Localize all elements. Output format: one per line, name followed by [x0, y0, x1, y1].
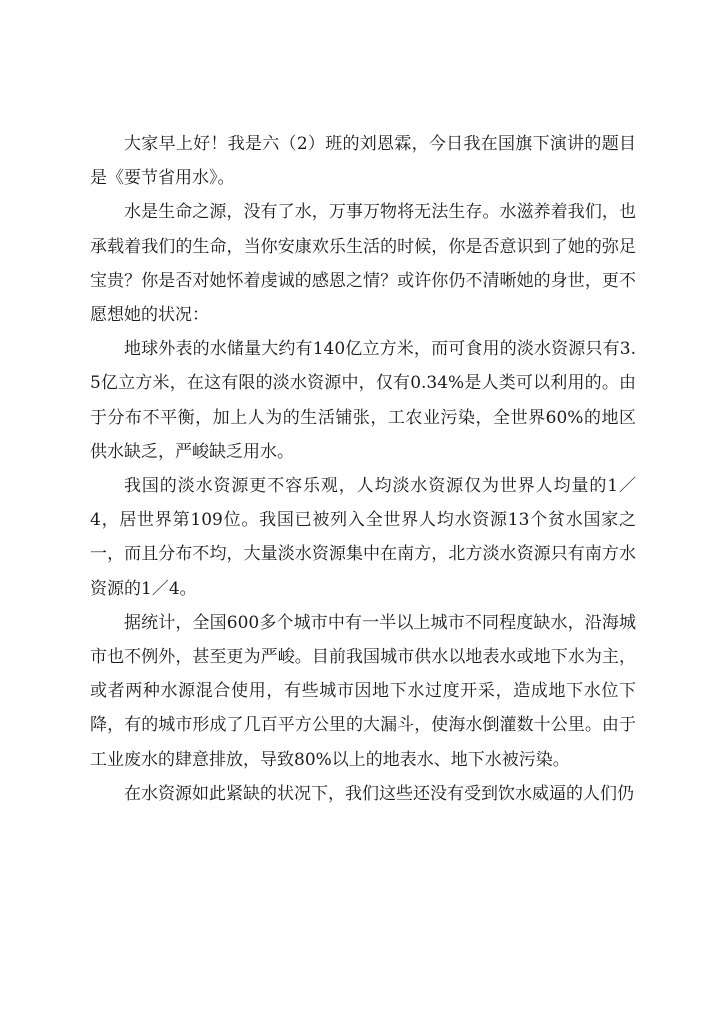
paragraph-global-water-reserves: 地球外表的水储量大约有140亿立方米，而可食用的淡水资源只有3.5亿立方米，在这有限的淡水资源中，仅有0.34%是人类可以利用的。由于分布不平衡，加上人为的生活铺张，工农业污染，全世界60%的地区供水缺乏，严峻缺乏用水。 — [90, 339, 636, 462]
paragraph-china-freshwater: 我国的淡水资源更不容乐观，人均淡水资源仅为世界人均量的1／4，居世界第109位。我国已被列入全世界人均水资源13个贫水国家之一，而且分布不均，大量淡水资源集中在南方，北方淡水资源只有南方水资源的1／4。 — [90, 476, 636, 599]
paragraph-water-source-of-life: 水是生命之源，没有了水，万事万物将无法生存。水滋养着我们，也承载着我们的生命，当你安康欢乐生活的时候，你是否意识到了她的弥足宝贵？你是否对她怀着虔诚的感恩之情？或许你仍不清晰她的身世，更不愿想她的状况： — [90, 202, 636, 326]
speech-body — [90, 127, 636, 811]
paragraph-greeting: 大家早上好！我是六（2）班的刘恩霖，今日我在国旗下演讲的题目是《要节省用水》。 — [90, 134, 636, 189]
paragraph-city-water-shortage: 据统计，全国600多个城市中有一半以上城市不同程度缺水，沿海城市也不例外，甚至更为严峻。目前我国城市供水以地表水或地下水为主，或者两种水源混合使用，有些城市因地下水过度开采，造成地下水位下降，有的城市形成了几百平方公里的大漏斗，使海水倒灌数十公里。由于工业废水的肆意排放，导致80%以上的地表水、地下水被污染。 — [90, 612, 636, 770]
paragraph-closing-partial: 在水资源如此紧缺的状况下，我们这些还没有受到饮水威逼的人们仍 — [124, 783, 634, 804]
